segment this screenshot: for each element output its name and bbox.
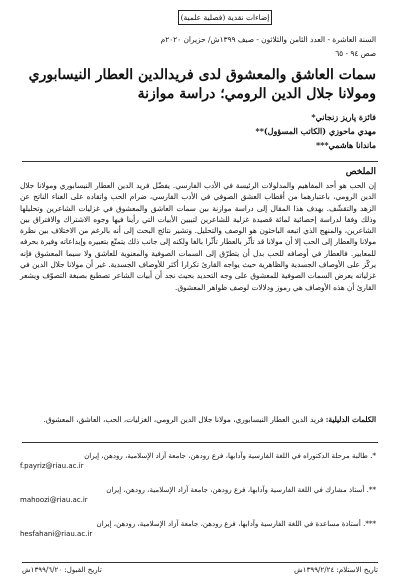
article-title: سمات العاشق والمعشوق لدى فريدالدين العطار النيسابوري ومولانا جلال الدين الرومي؛ دراسة موازنة xyxy=(28,67,376,102)
accepted-date: تاريخ القبول: ١٣٩٩/٦/٢٠ش xyxy=(22,565,102,574)
footnote-3-text: ***. أستاذة مساعدة في اللغة الفارسية وآدابها، فرع رودهن، جامعة آزاد الإسلامية، رودهن، إيران xyxy=(96,519,376,528)
footnote-3-email[interactable]: hesfahani@riau.ac.ir xyxy=(20,530,93,538)
divider xyxy=(22,161,378,162)
footnote-2-email[interactable]: mahoozi@riau.ac.ir xyxy=(20,496,88,504)
abstract-body: إن الحب هو أحد المفاهيم والمدلولات الرئيسة في الأدب الفارسي. يفضّل فريد الدين العطار النيسابوري ومولانا جلال الدين الرومي، باعتبارهما من أقطاب العشق الصوفي في الأدب الفارسي، ضرام الحب واتقاده على العناء الناتج عن الزهد والتقشّف. يهدف هذا المقال إلى دراسة موازنة بين سمات العاشق والمعشوق في غزليات الشاعرين وتحليلها وذلك وفقا لدراسة إحصائية لمائة قصيدة غزلية للشاعرين لتبيين الأبيات التي رأينا فيها وجوه الاشتراك والافتراق بين الشاعرين، والمنهج الذي اتبعه الباحثون هو الوصف والتحليل. وتشير نتائج البحث إلى أنه بالرغم من الاختلاف بين نظرة مولانا والعطار إلى الحب إلا أن مولانا قد تأثّر بالعطار تأثّرا بالغا ولكنه إلى جانب ذلك يتمتّع بتعبيره وإبداعاته وفيرة بحرفه للمعايير. فالعطار في أوصافه للحب بدل أن يتطرّق إلى السمات الصوفية والمعنوية للعاشق ولا سيما المعشوق فإنه يركّز على الأوصاف الجسدية والظاهرية حيث يواجه القارئ تكرارا أكثر للأوصاف الجسدية. غير أن مولانا جلال الدين في غزلياته يعرض السمات الصوفية للمعشوق على وجه التحديد بحيث نجد أن أبيات الشاعر تصطبغ بصبغة التصوّف ويشعر القارئ أن هذه الأوصاف هي رموز ودلالات لوصف ظواهر المعشوق. xyxy=(20,181,376,292)
footnote-1 xyxy=(20,450,376,472)
author-1: فائزة پاریز زنجاني* xyxy=(311,112,376,122)
footnote-1-text: *. طالبة مرحلة الدكتوراه في اللغة الفارسية وآدابها، فرع رودهن، جامعة آزاد الإسلامية، رودهن، إيران xyxy=(84,451,376,460)
journal-box-label: إضاءات نقدية (فصلية علمية) xyxy=(178,10,272,25)
keywords-label: الكلمات الدليلية: xyxy=(325,415,376,424)
abstract-heading: الملخص xyxy=(345,167,376,177)
footnote-divider xyxy=(22,442,378,443)
author-3: ماندانا هاشمي*** xyxy=(315,140,376,150)
keywords xyxy=(20,414,376,425)
author-2: مهدي ماحوزي (الكاتب المسؤول)** xyxy=(255,126,376,136)
issue-line: السنة العاشرة - العدد الثامن والثلاثون - صيف ١٣٩٩ش/ حزيران ٢٠٢٠م xyxy=(160,35,376,44)
keywords-text: فريد الدين العطار النيسابوري، مولانا جلال الدين الرومي، الغزليات، الحب، العاشق، المعشوق. xyxy=(43,415,324,424)
footnote-3 xyxy=(20,518,376,540)
footnote-1-email[interactable]: f.payriz@riau.ac.ir xyxy=(20,462,84,470)
footnote-2-text: **. أستاذ مشارك في اللغة الفارسية وآدابها، فرع رودهن، جامعة آزاد الإسلامية، رودهن، إيران xyxy=(106,485,376,494)
received-date: تاريخ الاستلام: ١٣٩٩/٢/٢٤ش xyxy=(294,565,378,574)
dates-divider xyxy=(22,562,378,563)
pages-line: صص ٩٤ - ٦٥ xyxy=(335,49,376,58)
dates-row xyxy=(22,564,378,576)
footnote-2 xyxy=(20,484,376,506)
